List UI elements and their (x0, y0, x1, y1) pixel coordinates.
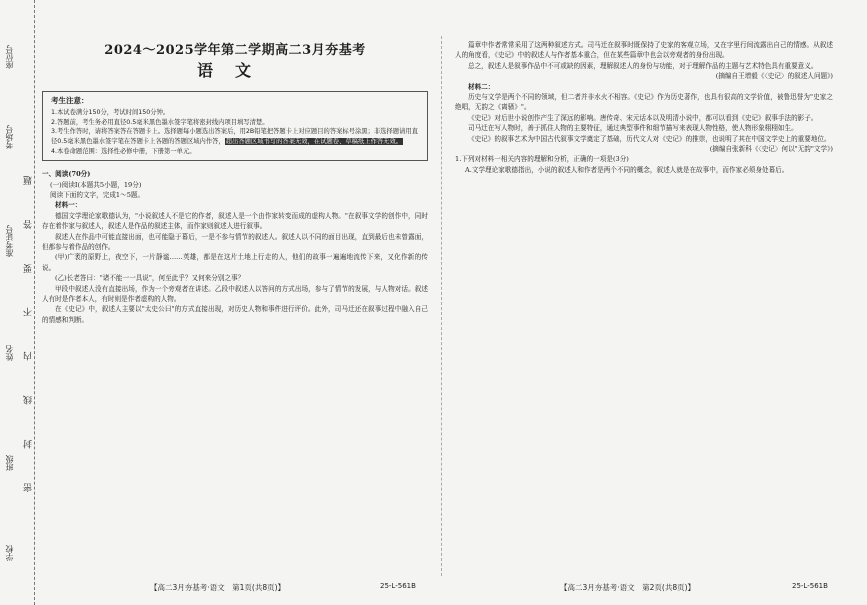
seat-label: 座位号 (5, 45, 14, 69)
paragraph: (甲)广袤的原野上，夜空下，一片静谧……英雄，都是在这片土地上行走的人，他们的故事一遍遍地流传下来，又化作新的传说。 (42, 253, 428, 272)
citation: (摘编自张新科《〈史记〉何以"无韵"文学》) (709, 145, 833, 154)
citation: (摘编自王增毅《〈史记〉的叙述人问题》) (715, 72, 833, 81)
exam-title: 2024～2025学年第二学期高二3月夯基考 (104, 43, 366, 58)
notice-highlight: 超出答题区域书写的答案无效，在试题卷、草稿纸上作答无效。 (225, 138, 403, 145)
material-label: 材料二： (468, 82, 495, 91)
notice-item: 2.答题前，考生务必用直径0.5毫米黑色墨水签字笔将密封线内项目填写清楚。 (51, 118, 269, 126)
class-label: 班级 (5, 455, 14, 471)
subject-title: 语文 (196, 61, 273, 81)
notice-box (42, 91, 428, 161)
page-divider (441, 36, 442, 576)
notice-item: 4.本卷命题范围：选择性必修中册，下册第一单元。 (51, 147, 196, 155)
page-code-right: 25-L-561B (792, 582, 828, 590)
school-label: 学校 (5, 545, 14, 561)
left-page (42, 40, 428, 325)
instruction: 阅读下面的文字，完成1～5题。 (50, 191, 145, 199)
notice-item: 1.本试卷满分150分，考试时间150分钟。 (51, 109, 170, 117)
notice-item (51, 127, 419, 146)
paragraph: 《史记》的叙事艺术为中国古代叙事文学奠定了基础，历代文人对《史记》的推崇，也说明了其在中国文学史上的重要地位。 (468, 134, 831, 143)
paragraph: 篇章中作者常常采用了这两种叙述方式。司马迁在叙事时既保持了史家的客观立场，又在字里行间流露出自己的情感。从叙述人的角度看，《史记》中的叙述人与作者基本重合，但在某些篇章中也会以旁观者的身份出现。 (455, 41, 833, 60)
paragraph: 在《史记》中，叙述人主要以"太史公曰"的方式直接出现，对历史人物和事件进行评价。此外，司马迁还在叙事过程中融入自己的情感和判断。 (42, 305, 428, 324)
question-1: 1.下列对材料一相关内容的理解和分析，正确的一项是(3分) (455, 155, 629, 164)
paragraph: 总之，叙述人是叙事作品中不可或缺的因素，理解叙述人的身份与功能，对于理解作品的主题与艺术特色具有重要意义。 (468, 61, 818, 70)
subsection-heading: (一)阅读Ⅰ(本题共5小题，19分) (50, 180, 142, 189)
paragraph: 《史记》对后世小说创作产生了深远的影响。唐传奇、宋元话本以及明清小说中，都可以看到《史记》叙事手法的影子。 (468, 113, 818, 122)
room-label: 考场号 (5, 125, 14, 149)
notice-item-text: 3.考生作答时，请将答案答在答题卡上。选择题每小题选出答案后，用2B铅笔把答题卡上对应题目的答案标号涂黑；非选择题请用直径0.5毫米黑色墨水签字笔在答题卡上各题的答题区域内作答， (51, 128, 418, 145)
right-page (455, 40, 833, 175)
option-a: A.文学理论家歌德指出，小说的叙述人和作者是两个不同的概念，叙述人就是在故事中，而作家必须身处幕后。 (465, 165, 789, 174)
notice-heading: 考生注意： (51, 95, 89, 105)
footer-left: 【高二3月夯基考·语文 第1页(共8页)】 (150, 583, 286, 592)
paragraph: 德国文学理论家歌德认为，"小说叙述人不是它的作者，叙述人是一个由作家转变而成的虚构人物。"在叙事文学的创作中，同时存在着作家与叙述人，叙述人是作品的叙述主体，而作家则叙述人进行叙事。 (42, 211, 428, 231)
material-label: 材料一： (55, 201, 82, 210)
paragraph: 甲段中叙述人没有直接出场，作为一个旁观者在讲述。乙段中叙述人以答问的方式出场，参与了情节的发展，与人物对话。叙述人有时是作者本人，有时则是作者虚构的人物。 (42, 284, 428, 304)
paragraph: 历史与文学是两个不同的领域，但二者并非水火不相容。《史记》作为历史著作，也具有很高的文学价值，被鲁迅誉为"史家之绝唱，无韵之《离骚》"。 (455, 93, 833, 112)
exam-id-label: 准考证号 (5, 225, 14, 257)
seal-line-warning: 密 封 线 内 不 要 答 题 (24, 160, 34, 493)
section-heading: 一、阅读(70分) (42, 170, 91, 179)
paragraph: 叙述人在作品中可能直接出面，也可能隐于幕后，一是不参与情节的叙述人。叙述人以不同的面目出现，直到最后也未曾露面，但都参与着作品的创作。 (42, 232, 428, 252)
paragraph: 司马迁在写人物时，善于抓住人物的主要特征，通过典型事件和细节描写来表现人物性格，使人物形象栩栩如生。 (468, 124, 798, 133)
name-label: 姓名 (5, 345, 14, 361)
page-code-left: 25-L-561B (380, 582, 416, 590)
binding-margin (0, 0, 35, 605)
paragraph: (乙)长老答曰："诸不能一一具说"，何至此乎？又何来分别之事？ (55, 274, 245, 283)
footer-right: 【高二3月夯基考·语文 第2页(共8页)】 (560, 583, 696, 592)
